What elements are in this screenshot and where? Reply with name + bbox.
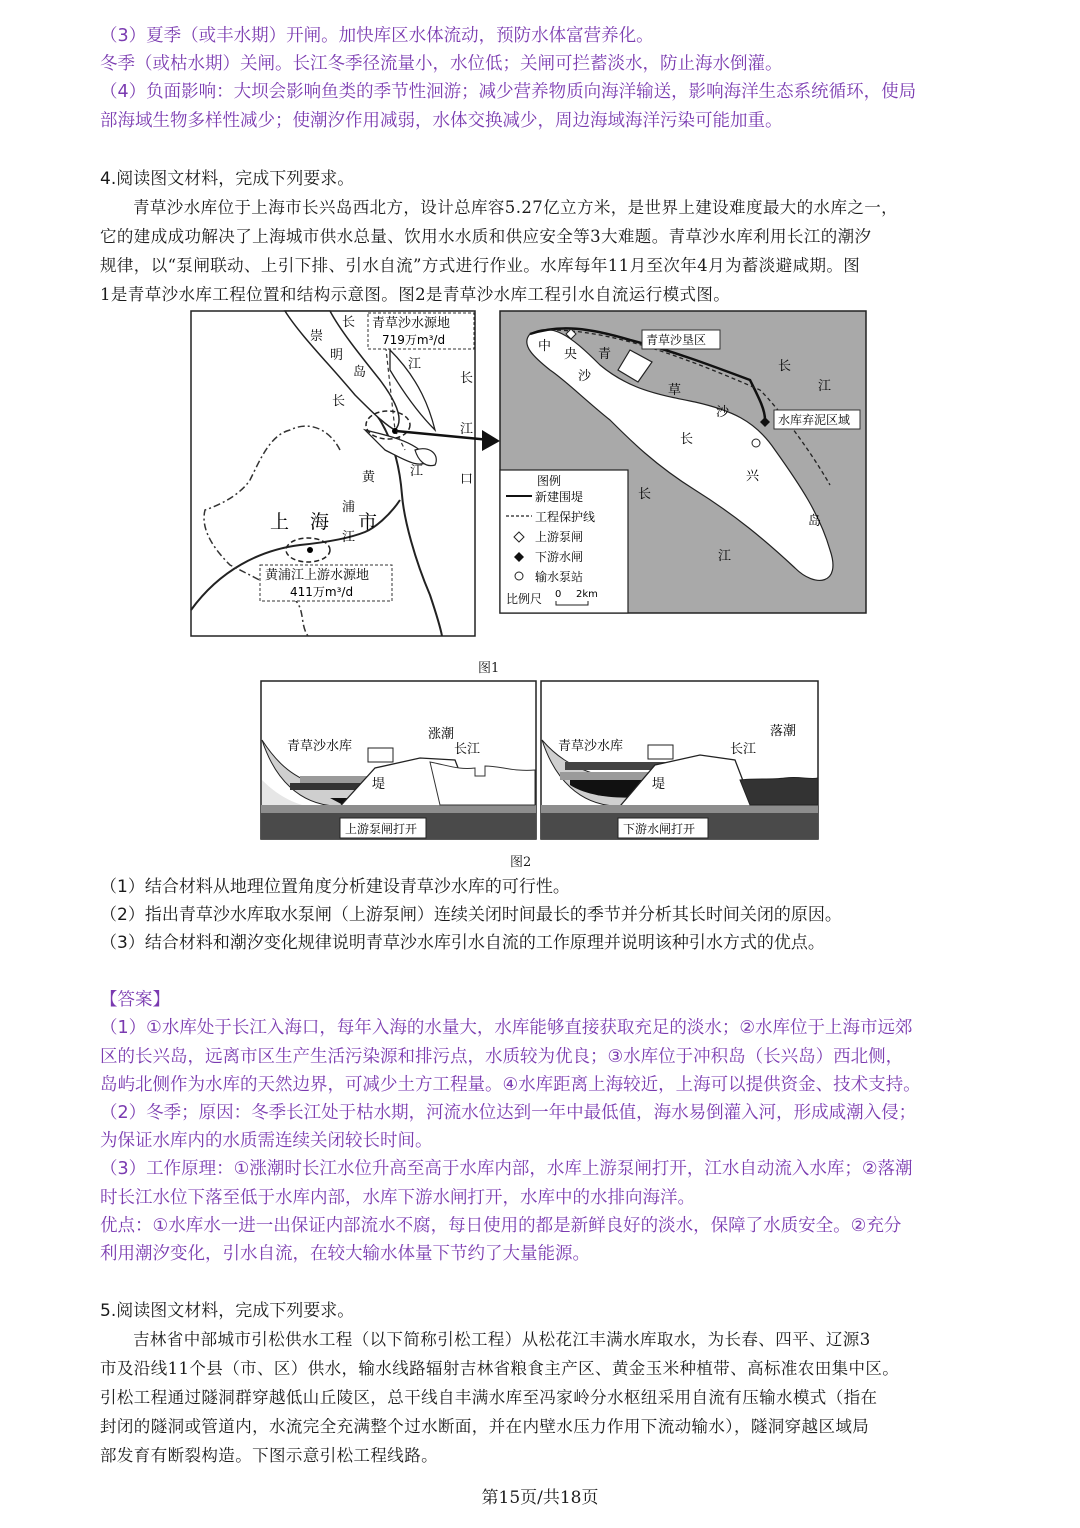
map-char: 江 [408, 357, 422, 372]
map-char: 沙 [716, 405, 730, 420]
fig2-gate-label: 上游泵闸打开 [345, 822, 418, 836]
material-line: 部发育有断裂构造。下图示意引松工程线路。 [100, 1446, 438, 1465]
legend-item: 上游泵闸 [535, 530, 584, 544]
map-char: 长 [460, 371, 474, 386]
legend-title: 图例 [537, 474, 562, 488]
map-char: 上 [270, 511, 290, 533]
reclaim-label: 青草沙垦区 [646, 333, 707, 347]
fig2-right-panel [541, 681, 818, 839]
map-char: 中 [538, 339, 552, 354]
map-char: 长 [332, 394, 346, 409]
answer-line: （1）①水库处于长江入海口，每年入海的水量大，水库能够直接获取充足的淡水；②水库位于上海市远郊 [100, 1018, 913, 1038]
fig2-gate-label: 下游水闸打开 [623, 822, 696, 836]
hp-source-label: 黄浦江上游水源地 [265, 568, 370, 583]
page-footer: 第15页/共18页 [481, 1488, 599, 1508]
map-char: 江 [460, 422, 474, 437]
mud-area-label: 水库弃泥区域 [778, 413, 851, 427]
pointer-arrow-head [482, 430, 500, 451]
material-line: 引松工程通过隧洞群穿越低山丘陵区，总干线自丰满水库至冯家岭分水枢纽采用自流有压输水模式（指在 [100, 1388, 878, 1407]
question-4-title: 4.阅读图文材料，完成下列要求。 [100, 169, 355, 189]
scale-two: 2km [576, 589, 598, 600]
material-line: 它的建成成功解决了上海城市供水总量、饮用水水质和供应安全等3大难题。青草沙水库利用长江的潮汐 [100, 227, 872, 246]
question-5-title: 5.阅读图文材料，完成下列要求。 [100, 1301, 355, 1321]
map-char: 口 [460, 472, 474, 487]
map-char: 海 [310, 511, 330, 533]
answer-line: 利用潮汐变化，引水自流，在较大输水体量下节约了大量能源。 [100, 1244, 590, 1264]
map-char: 央 [564, 347, 578, 362]
map-char: 黄 [362, 470, 376, 485]
answer-line: 冬季（或枯水期）关闸。长江冬季径流量小，水位低；关闸可拦蓄淡水，防止海水倒灌。 [100, 54, 783, 74]
legend-item: 工程保护线 [535, 510, 596, 524]
map-char: 长 [342, 315, 356, 330]
material-line: 青草沙水库位于上海市长兴岛西北方，设计总库容5.27亿立方米，是世界上建设难度最大的水库之一， [133, 198, 899, 217]
qcs-source-label: 青草沙水源地 [372, 316, 451, 331]
fig2-dike-label: 堤 [372, 777, 386, 792]
fig2-reservoir-label: 青草沙水库 [287, 739, 353, 754]
map-char: 兴 [746, 469, 760, 484]
fig2-river-label: 长江 [730, 742, 757, 757]
legend-swatch [515, 572, 523, 580]
fig2-tide-label: 涨潮 [428, 727, 455, 742]
map-char: 沙 [578, 369, 592, 384]
question-item: （3）结合材料和潮汐变化规律说明青草沙水库引水自流的工作原理并说明该种引水方式的优点。 [100, 933, 825, 953]
figure-2 [260, 680, 820, 842]
material-line: 市及沿线11个县（市、区）供水，输水线路辐射吉林省粮食主产区、黄金玉米种植带、高标准农田集中区。 [100, 1359, 900, 1378]
scale-zero: 0 [555, 589, 562, 600]
map-char: 青 [598, 347, 612, 362]
map-char: 浦 [342, 500, 356, 515]
answer-line: 部海域生物多样性减少；使潮汐作用减弱，水体交换减少，周边海域海洋污染可能加重。 [100, 111, 783, 131]
hp-flow-label: 411万m³/d [290, 585, 354, 599]
question-item: （2）指出青草沙水库取水泵闸（上游泵闸）连续关闭时间最长的季节并分析其长时间关闭的原因。 [100, 905, 842, 925]
answer-line: 时长江水位下落至低于水库内部，水库下游水闸打开，水库中的水排向海洋。 [100, 1188, 695, 1208]
fig2-dike-label: 堤 [652, 777, 666, 792]
map-char: 江 [818, 379, 832, 394]
answer-line: （3）夏季（或丰水期）开闸。加快库区水体流动，预防水体富营养化。 [100, 26, 654, 46]
figure-1 [190, 310, 870, 640]
huangpu-source-dot [307, 547, 313, 553]
map-char: 江 [410, 464, 424, 479]
pump-station-marker [752, 439, 760, 447]
map-char: 长 [778, 359, 792, 374]
answer-heading: 【答案】 [100, 990, 170, 1010]
map-char: 市 [358, 511, 378, 533]
map-char: 明 [330, 348, 344, 363]
answer-line: （2）冬季；原因：冬季长江处于枯水期，河流水位达到一年中最低值，海水易倒灌入河，形成咸潮入侵； [100, 1103, 917, 1123]
map-char: 长 [638, 487, 652, 502]
fig2-reservoir-label: 青草沙水库 [558, 739, 624, 754]
answer-line: 优点：①水库水一进一出保证内部流水不腐，每日使用的都是新鲜良好的淡水，保障了水质安全。②充分 [100, 1216, 902, 1236]
answer-line: （4）负面影响：大坝会影响鱼类的季节性洄游；减少营养物质向海洋输送，影响海洋生态系统循环，使局 [100, 82, 917, 102]
map-char: 崇 [310, 329, 324, 344]
answer-line: 岛屿北侧作为水库的天然边界，可减少土方工程量。④水库距离上海较近，上海可以提供资金、技术支持。 [100, 1075, 921, 1095]
map-char: 长 [680, 432, 694, 447]
fig2-river-label: 长江 [454, 742, 481, 757]
material-line: 吉林省中部城市引松供水工程（以下简称引松工程）从松花江丰满水库取水，为长春、四平、辽源3 [133, 1330, 871, 1349]
material-line: 封闭的隧洞或管道内，水流完全充满整个过水断面，并在内壁水压力作用下流动输水），隧洞穿越区域局 [100, 1417, 870, 1436]
legend-item: 输水泵站 [535, 570, 584, 584]
figure-1-caption: 图1 [478, 661, 500, 676]
fig2-left-panel [261, 681, 536, 839]
material-line: 1是青草沙水库工程位置和结构示意图。图2是青草沙水库工程引水自流运行模式图。 [100, 285, 731, 304]
map-char: 江 [342, 530, 356, 545]
legend-item: 新建围堤 [535, 490, 584, 504]
map-char: 草 [668, 383, 682, 398]
fig2-tide-label: 落潮 [770, 724, 797, 739]
material-line: 规律，以“泵闸联动、上引下排、引水自流”方式进行作业。水库每年11月至次年4月为蓄淡避咸期。图 [100, 256, 861, 275]
figure-2-caption: 图2 [510, 855, 532, 870]
qcs-flow-label: 719万m³/d [382, 333, 446, 347]
answer-line: 区的长兴岛，远离市区生产生活污染源和排污点，水质较为优良；③水库位于冲积岛（长兴岛）西北侧， [100, 1047, 904, 1067]
map-char: 岛 [353, 365, 367, 380]
answer-line: （3）工作原理：①涨潮时长江水位升高至高于水库内部，水库上游泵闸打开，江水自动流入水库；②落潮 [100, 1159, 913, 1179]
answer-line: 为保证水库内的水质需连续关闭较长时间。 [100, 1131, 433, 1151]
map-char: 岛 [808, 514, 822, 529]
scale-label: 比例尺 [506, 592, 543, 606]
question-item: （1）结合材料从地理位置角度分析建设青草沙水库的可行性。 [100, 877, 570, 897]
legend-item: 下游水闸 [535, 550, 584, 564]
map-char: 江 [718, 549, 732, 564]
